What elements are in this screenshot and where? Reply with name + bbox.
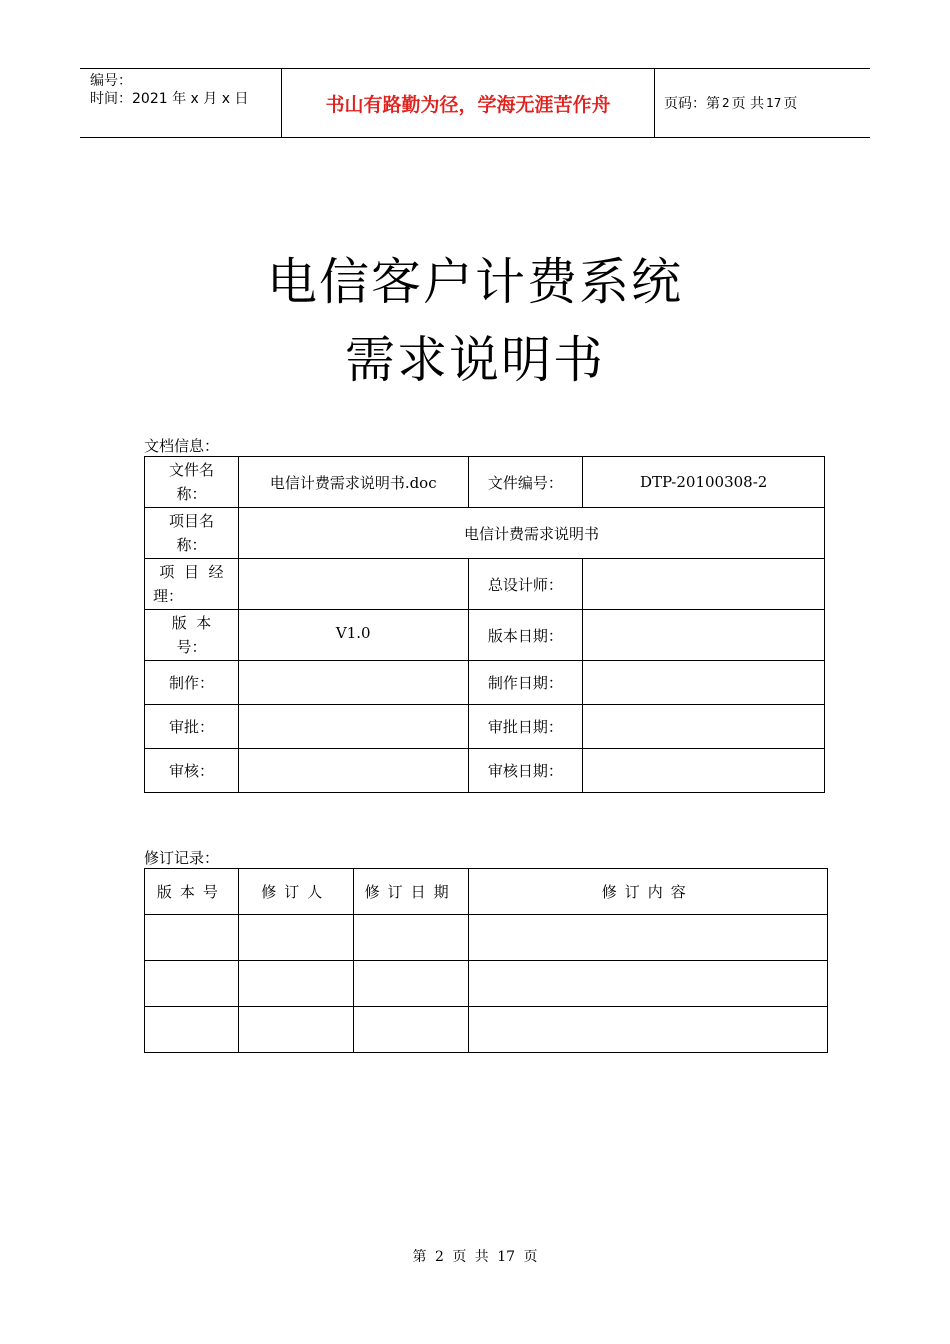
revision-header-row	[145, 869, 828, 915]
document-title-line-1: 电信客户计费系统	[267, 253, 683, 311]
table-row	[145, 915, 828, 961]
file-name-value: 电信计费需求说明书.doc	[238, 457, 468, 508]
file-name-label: 文件名 称：	[145, 457, 239, 508]
table-cell	[468, 1007, 827, 1053]
table-row	[145, 1007, 828, 1053]
revision-table	[144, 868, 828, 1053]
table-cell	[468, 961, 827, 1007]
column-header-content: 修订内容	[468, 869, 827, 915]
table-row	[145, 457, 825, 508]
table-row	[145, 705, 825, 749]
footer-current: 2	[434, 1249, 444, 1265]
approve-date-label: 审批日期：	[468, 705, 583, 749]
table-row	[145, 559, 825, 610]
footer-suffix: 页	[523, 1249, 538, 1265]
project-name-label: 项目名 称：	[145, 508, 239, 559]
made-by-value	[238, 661, 468, 705]
review-date-value	[583, 749, 825, 793]
table-cell	[468, 915, 827, 961]
project-manager-value	[238, 559, 468, 610]
doc-info-table	[144, 456, 825, 793]
footer-prefix: 第	[412, 1249, 427, 1265]
table-cell	[238, 915, 353, 961]
version-value: V1.0	[238, 610, 468, 661]
approve-value	[238, 705, 468, 749]
project-name-value: 电信计费需求说明书	[238, 508, 824, 559]
page-header	[80, 68, 870, 138]
table-cell	[353, 1007, 468, 1053]
review-label: 审核：	[145, 749, 239, 793]
revision-caption: 修订记录：	[144, 849, 220, 867]
approve-label: 审批：	[145, 705, 239, 749]
table-row	[145, 661, 825, 705]
page-total: 17	[766, 96, 782, 110]
table-cell	[238, 1007, 353, 1053]
table-cell	[145, 1007, 239, 1053]
approve-date-value	[583, 705, 825, 749]
doc-info-caption: 文档信息：	[144, 437, 220, 455]
document-number-label: 编号：	[90, 73, 132, 89]
review-value	[238, 749, 468, 793]
table-cell	[353, 915, 468, 961]
page-mid: 页 共	[731, 96, 765, 112]
version-date-value	[583, 610, 825, 661]
header-page-info	[664, 69, 797, 137]
made-date-value	[583, 661, 825, 705]
chief-designer-value	[583, 559, 825, 610]
column-header-version: 版本号	[145, 869, 239, 915]
chief-designer-label: 总设计师：	[468, 559, 583, 610]
file-no-label: 文件编号：	[468, 457, 583, 508]
table-row	[145, 610, 825, 661]
table-row	[145, 508, 825, 559]
page-prefix: 页码：第	[664, 96, 720, 112]
project-manager-label: 项 目 经 理：	[145, 559, 239, 610]
table-cell	[145, 961, 239, 1007]
version-date-label: 版本日期：	[468, 610, 583, 661]
footer-total: 17	[497, 1249, 516, 1265]
column-header-date: 修订日期	[353, 869, 468, 915]
table-cell	[238, 961, 353, 1007]
table-row	[145, 961, 828, 1007]
document-title-line-2: 需求说明书	[345, 331, 605, 389]
version-label: 版 本 号：	[145, 610, 239, 661]
page-suffix: 页	[783, 96, 798, 112]
made-date-label: 制作日期：	[468, 661, 583, 705]
table-cell	[353, 961, 468, 1007]
made-by-label: 制作：	[145, 661, 239, 705]
table-cell	[145, 915, 239, 961]
footer-mid: 页 共	[452, 1249, 489, 1265]
table-row	[145, 749, 825, 793]
header-motto: 书山有路勤为径，学海无涯苦作舟	[282, 69, 655, 137]
review-date-label: 审核日期：	[468, 749, 583, 793]
header-meta	[80, 69, 282, 137]
page-footer	[0, 1246, 950, 1266]
document-time-label: 时间：2021 年 x 月 x 日	[90, 91, 249, 107]
page-current: 2	[722, 96, 730, 110]
column-header-reviser: 修订人	[238, 869, 353, 915]
file-no-value: DTP-20100308-2	[583, 457, 825, 508]
